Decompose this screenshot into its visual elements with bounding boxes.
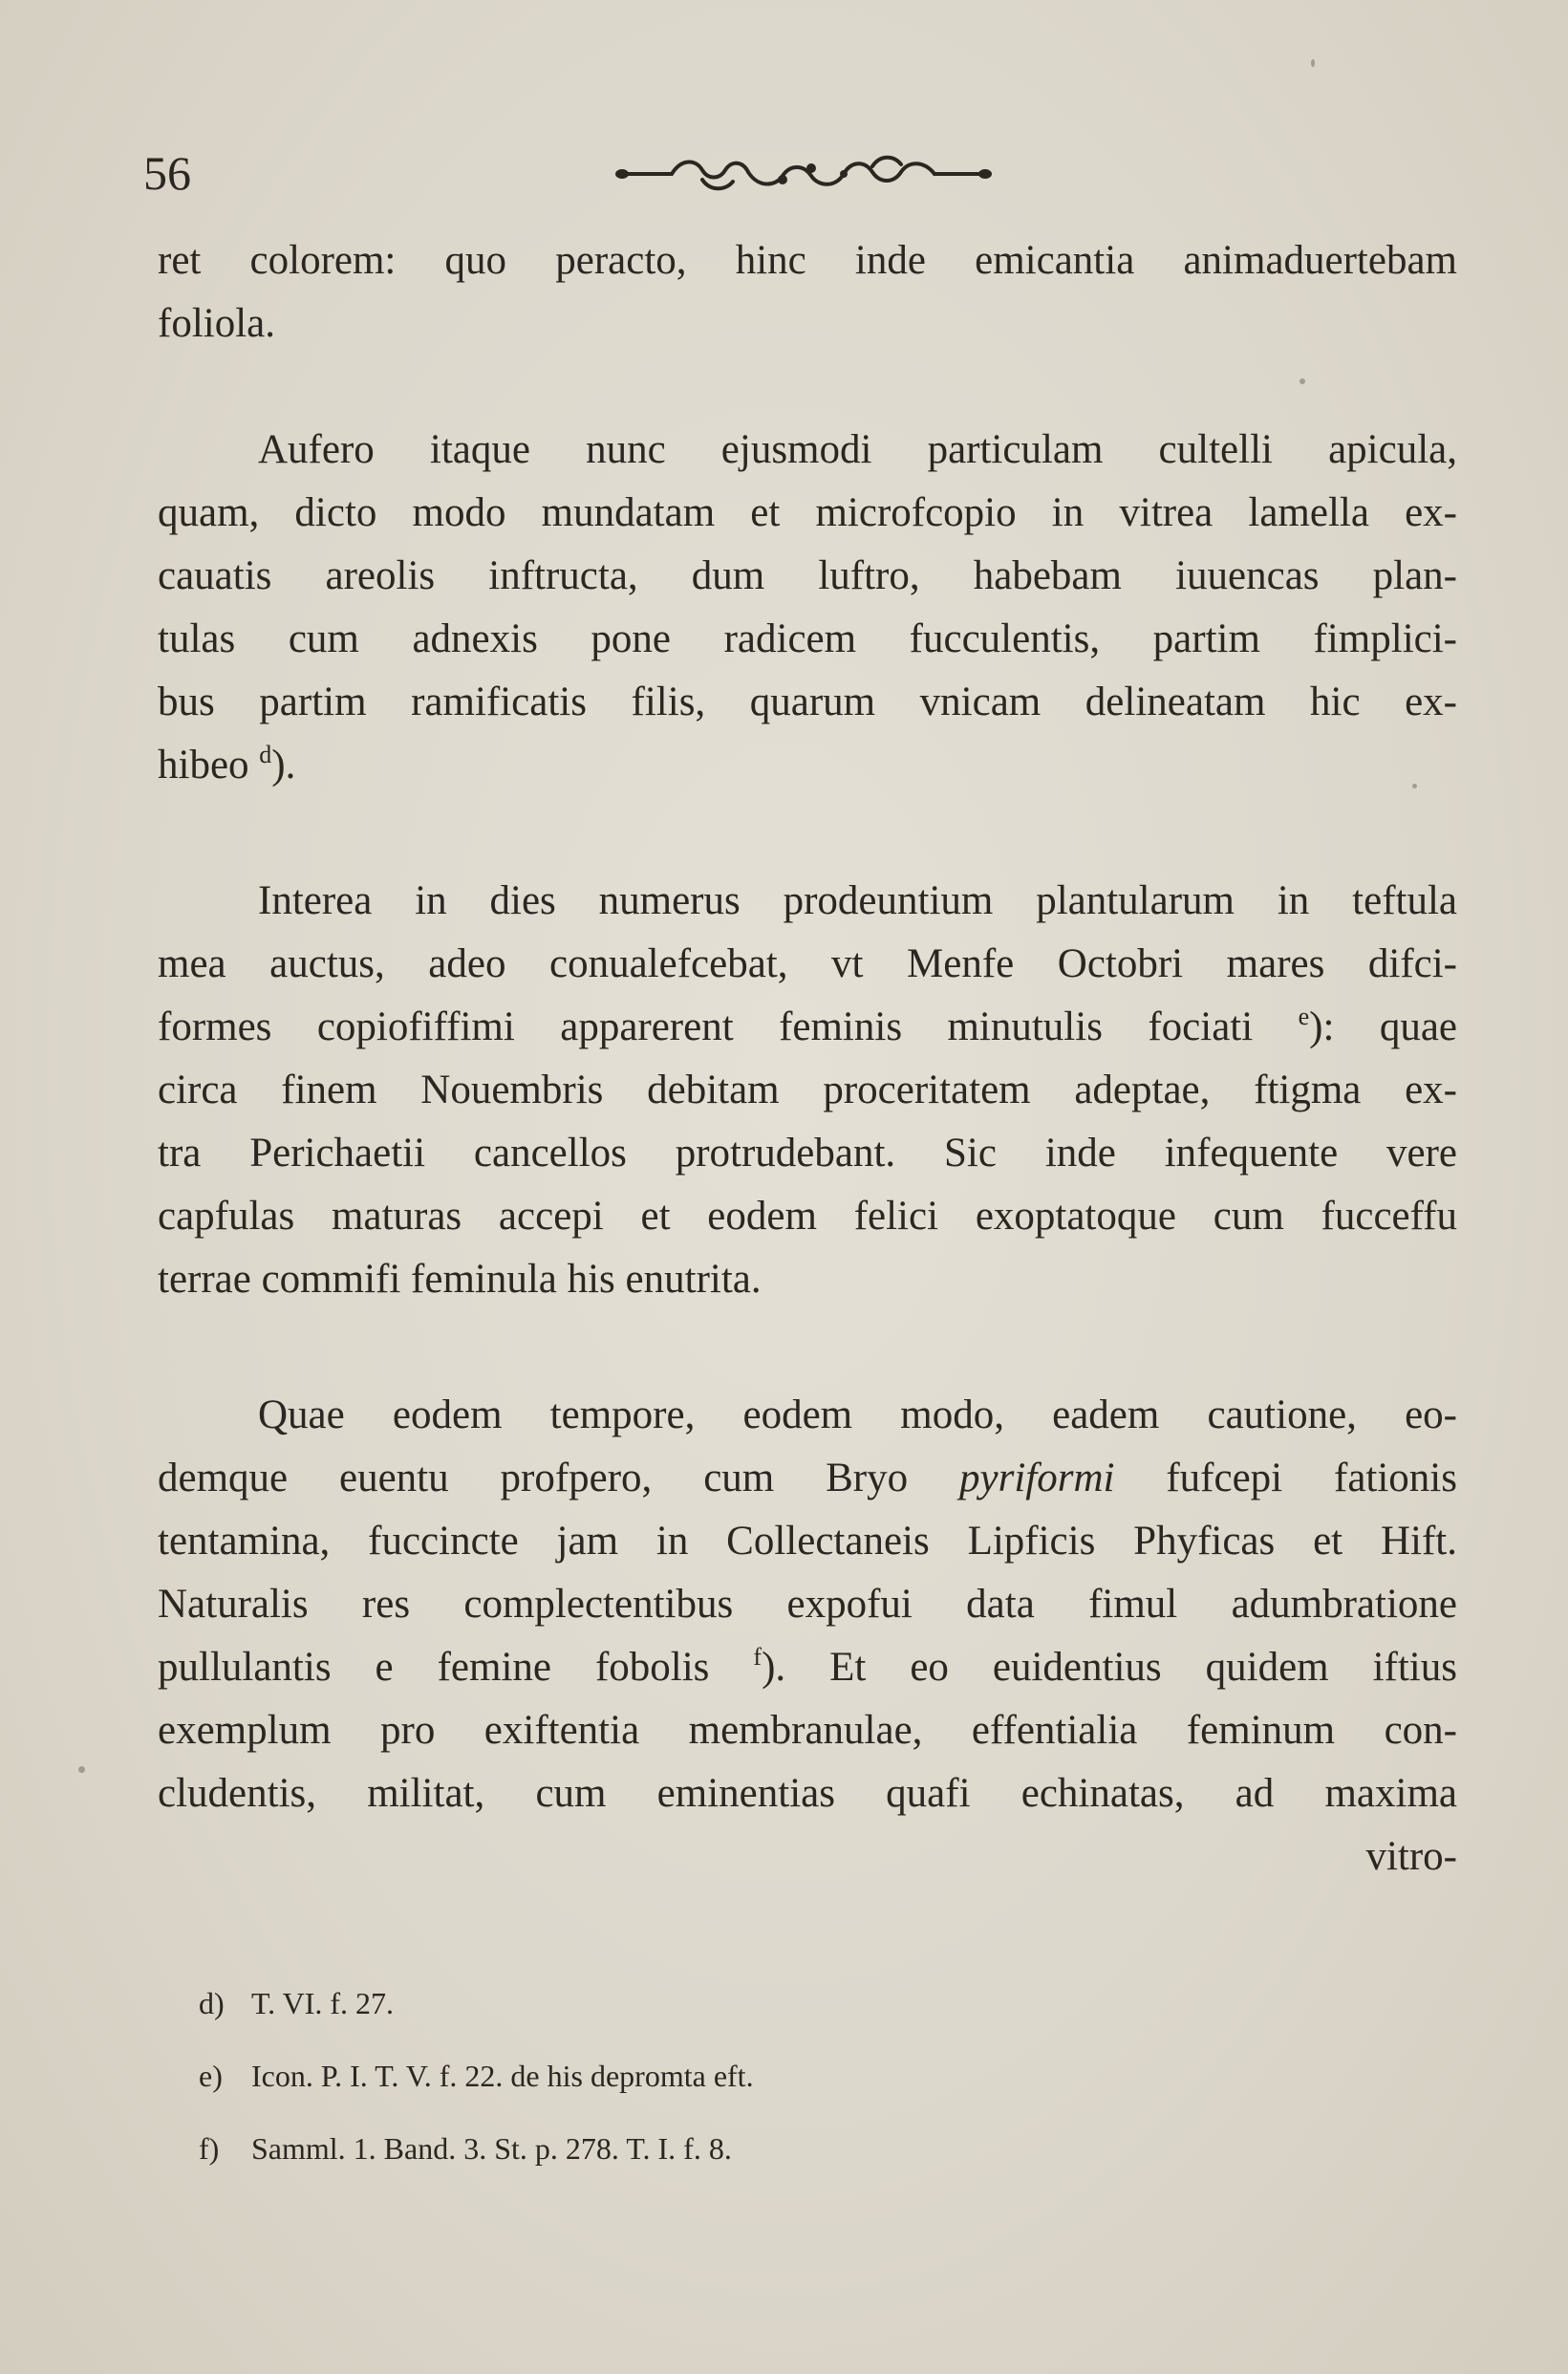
paragraph-3 xyxy=(158,870,1457,1311)
text-fragment: hibeo xyxy=(158,743,249,788)
footnote-ref: f xyxy=(753,1643,763,1671)
text-line: tra Perichaetii cancellos protrudebant. Sic inde infequente vere xyxy=(158,1131,1457,1176)
text-line: capfulas maturas accepi et eodem felici exoptatoque cum fucceffu xyxy=(158,1194,1457,1239)
paper-speck xyxy=(1412,784,1417,788)
footnote-text: Samml. 1. Band. 3. St. p. 278. T. I. f. 8. xyxy=(251,2131,732,2166)
footnote xyxy=(199,1967,754,2039)
text-line: cauatis areolis inftructa, dum luftro, habebam iuuencas plan- xyxy=(158,553,1457,598)
text-line: exemplum pro exiftentia membranulae, effentialia feminum con- xyxy=(158,1708,1457,1753)
text-line: quam, dicto modo mundatam et microfcopio in vitrea lamella ex- xyxy=(158,490,1457,535)
text-fragment: ): quae xyxy=(1309,1004,1458,1049)
text-line: Naturalis res complectentibus expofui data fimul adumbratione xyxy=(158,1582,1457,1627)
footnotes xyxy=(199,1967,754,2185)
text-fragment: pullulantis e femine fobolis xyxy=(158,1645,710,1690)
italic-word: pyriformi xyxy=(959,1456,1115,1500)
text-line: bus partim ramificatis filis, quarum vnicam delineatam hic ex- xyxy=(158,680,1457,724)
footnote-ref: e xyxy=(1298,1003,1310,1030)
text-line xyxy=(158,996,1457,1059)
footnote-text: Icon. P. I. T. V. f. 22. de his depromta eft. xyxy=(251,2059,754,2093)
footnote-ref: d xyxy=(259,741,272,768)
text-fragment: fufcepi fationis xyxy=(1166,1456,1457,1500)
text-line: cludentis, militat, cum eminentias quafi echinatas, ad maxima xyxy=(158,1771,1457,1816)
text-line: foliola. xyxy=(158,301,275,346)
paragraph-4 xyxy=(158,1384,1457,1888)
paper-speck xyxy=(78,1766,85,1773)
text-line: Quae eodem tempore, eodem modo, eadem cautione, eo- xyxy=(258,1392,1457,1437)
text-line: Aufero itaque nunc ejusmodi particulam cultelli apicula, xyxy=(258,427,1457,472)
text-line: Interea in dies numerus prodeuntium plantularum in teftula xyxy=(258,878,1457,923)
paragraph-1 xyxy=(158,229,1457,356)
text-fragment: ). xyxy=(271,743,296,788)
text-line: tulas cum adnexis pone radicem fucculentis, partim fimplici- xyxy=(158,616,1457,661)
text-line xyxy=(158,1447,1457,1510)
footnote xyxy=(199,2039,754,2112)
text-fragment: demque euentu profpero, cum Bryo xyxy=(158,1456,909,1500)
footnote-label: f) xyxy=(199,2131,220,2166)
text-line: mea auctus, adeo conualefcebat, vt Menfe Octobri mares difci- xyxy=(158,941,1457,986)
text-fragment: formes copiofiffimi apparerent feminis minutulis fociati xyxy=(158,1004,1254,1049)
paper-speck xyxy=(1311,59,1315,67)
footnote-label: d) xyxy=(199,1986,225,2020)
text-line xyxy=(158,1636,1457,1699)
text-line: terrae commifi feminula his enutrita. xyxy=(158,1257,762,1302)
paragraph-2 xyxy=(158,419,1457,797)
text-line xyxy=(158,734,1457,797)
footnote-label: e) xyxy=(199,2059,223,2093)
footnote-text: T. VI. f. 27. xyxy=(251,1986,395,2020)
printer-ornament-icon xyxy=(614,151,992,197)
text-fragment: ). Et eo euidentius quidem iftius xyxy=(762,1645,1457,1690)
text-line: circa finem Nouembris debitam proceritatem adeptae, ftigma ex- xyxy=(158,1068,1457,1112)
text-line: ret colorem: quo peracto, hinc inde emicantia animaduertebam xyxy=(158,238,1457,283)
page-number: 56 xyxy=(143,146,191,200)
footnote xyxy=(199,2112,754,2185)
catchword: vitro- xyxy=(1365,1834,1457,1879)
paper-speck xyxy=(1300,378,1305,384)
text-line: tentamina, fuccincte jam in Collectaneis Lipficis Phyficas et Hift. xyxy=(158,1519,1457,1564)
